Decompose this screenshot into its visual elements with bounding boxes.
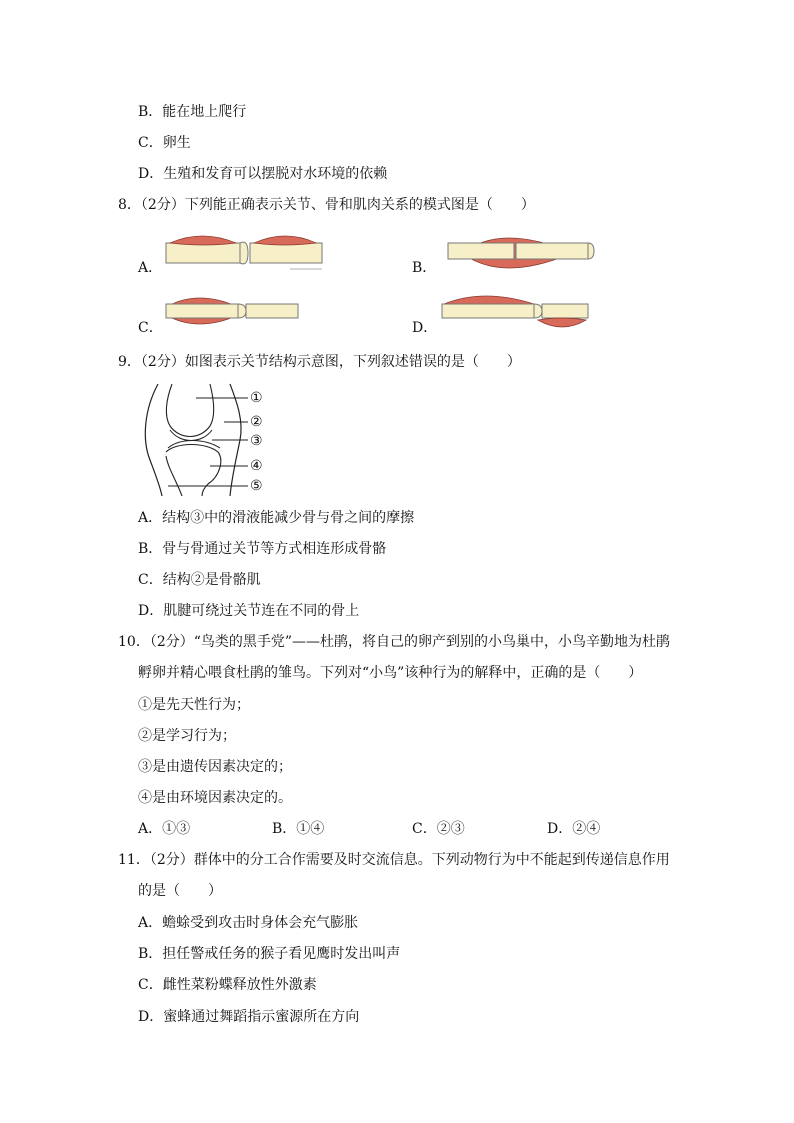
q11-stem-line1: 11．（2分）群体中的分工合作需要及时交流信息。下列动物行为中不能起到传递信息作用 (118, 852, 670, 868)
q10-item-4: ④是由环境因素决定的。 (138, 790, 292, 806)
q9-label-3: ③ (250, 433, 263, 449)
q9-label-1: ① (250, 390, 263, 406)
q9-label-5: ⑤ (250, 478, 263, 494)
q8-figure-b (440, 225, 602, 281)
q10-stem-line2: 孵卵并精心喂食杜鹃的雏鸟。下列对“小鸟”该种行为的解释中，正确的是（ ） (138, 665, 643, 681)
q11-option-a: A．蟾蜍受到攻击时身体会充气膨胀 (138, 915, 359, 931)
q10-item-2: ②是学习行为； (138, 728, 236, 744)
q8-figure-c (162, 290, 304, 336)
q10-option-c: C．②③ (412, 821, 465, 837)
q9-option-a: A．结构③中的滑液能减少骨与骨之间的摩擦 (138, 510, 415, 526)
q8-label-b: B． (412, 260, 437, 276)
q10-item-1: ①是先天性行为； (138, 697, 250, 713)
q9-option-d: D．肌腱可绕过关节连在不同的骨上 (138, 603, 360, 619)
q9-option-b: B．骨与骨通过关节等方式相连形成骨骼 (138, 541, 387, 557)
q9-stem: 9．（2分）如图表示关节结构示意图，下列叙述错误的是（ ） (118, 354, 521, 370)
q9-label-4: ④ (250, 458, 263, 474)
q10-option-a: A．①③ (138, 821, 191, 837)
q8-stem: 8．（2分）下列能正确表示关节、骨和肌肉关系的模式图是（ ） (118, 197, 535, 213)
q10-option-d: D．②④ (547, 821, 601, 837)
q10-option-b: B．①④ (272, 821, 325, 837)
q8-figure-d (438, 290, 592, 336)
q8-label-d: D． (412, 320, 438, 336)
q8-label-c: C． (138, 320, 163, 336)
q7-option-d: D．生殖和发育可以摆脱对水环境的依赖 (138, 166, 388, 182)
q11-option-d: D．蜜蜂通过舞蹈指示蜜源所在方向 (138, 1009, 360, 1025)
q7-option-c: C．卵生 (138, 135, 191, 151)
q8-label-a: A． (138, 260, 163, 276)
q8-figure-a (162, 233, 324, 275)
q10-stem-line1: 10．（2分）“鸟类的黑手党”——杜鹃，将自己的卵产到别的小鸟巢中，小鸟辛勤地为杜鹃 (118, 634, 671, 650)
q11-option-c: C．雌性菜粉蝶释放性外激素 (138, 977, 317, 993)
q9-option-c: C．结构②是骨骼肌 (138, 572, 261, 588)
q10-item-3: ③是由遗传因素决定的； (138, 759, 292, 775)
q11-stem-line2: 的是（ ） (138, 883, 222, 899)
q9-label-2: ② (250, 414, 263, 430)
q11-option-b: B．担任警戒任务的猴子看见鹰时发出叫声 (138, 946, 401, 962)
q7-option-b: B．能在地上爬行 (138, 104, 247, 120)
